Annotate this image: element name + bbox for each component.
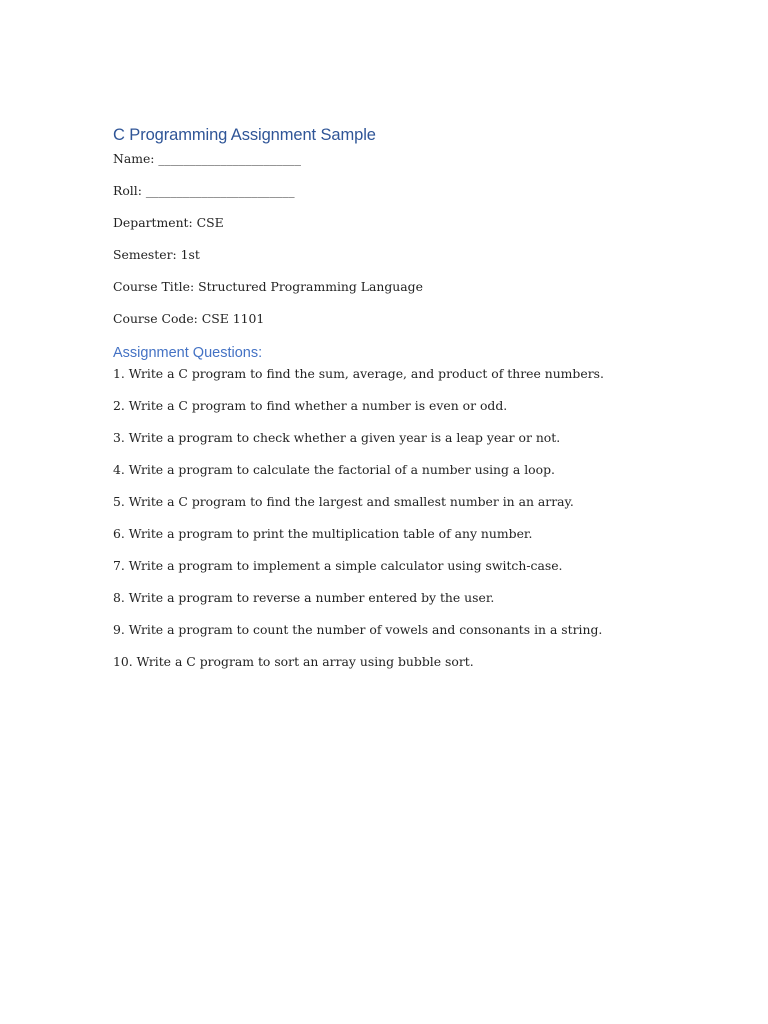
department-field: Department: CSE [113, 215, 224, 230]
document-title: C Programming Assignment Sample [113, 126, 376, 144]
course-title-field: Course Title: Structured Programming Language [113, 279, 423, 294]
course-code-field: Course Code: CSE 1101 [113, 311, 265, 326]
question-item: 3. Write a program to check whether a given year is a leap year or not. [113, 430, 561, 445]
questions-heading: Assignment Questions: [113, 345, 263, 361]
semester-field: Semester: 1st [113, 247, 200, 262]
document-body [113, 124, 713, 686]
name-field: Name: _______________________ [113, 151, 301, 166]
question-item: 8. Write a program to reverse a number entered by the user. [113, 590, 495, 605]
student-info-fields [113, 151, 713, 327]
question-item: 6. Write a program to print the multiplication table of any number. [113, 526, 533, 541]
question-item: 4. Write a program to calculate the factorial of a number using a loop. [113, 462, 555, 477]
question-item: 10. Write a C program to sort an array using bubble sort. [113, 654, 474, 669]
question-item: 1. Write a C program to find the sum, average, and product of three numbers. [113, 366, 604, 381]
question-item: 5. Write a C program to find the largest and smallest number in an array. [113, 494, 574, 509]
question-item: 2. Write a C program to find whether a number is even or odd. [113, 398, 508, 413]
question-item: 9. Write a program to count the number of vowels and consonants in a string. [113, 622, 603, 637]
questions-list [113, 366, 713, 670]
question-item: 7. Write a program to implement a simple calculator using switch-case. [113, 558, 563, 573]
roll-field: Roll: ________________________ [113, 183, 295, 198]
